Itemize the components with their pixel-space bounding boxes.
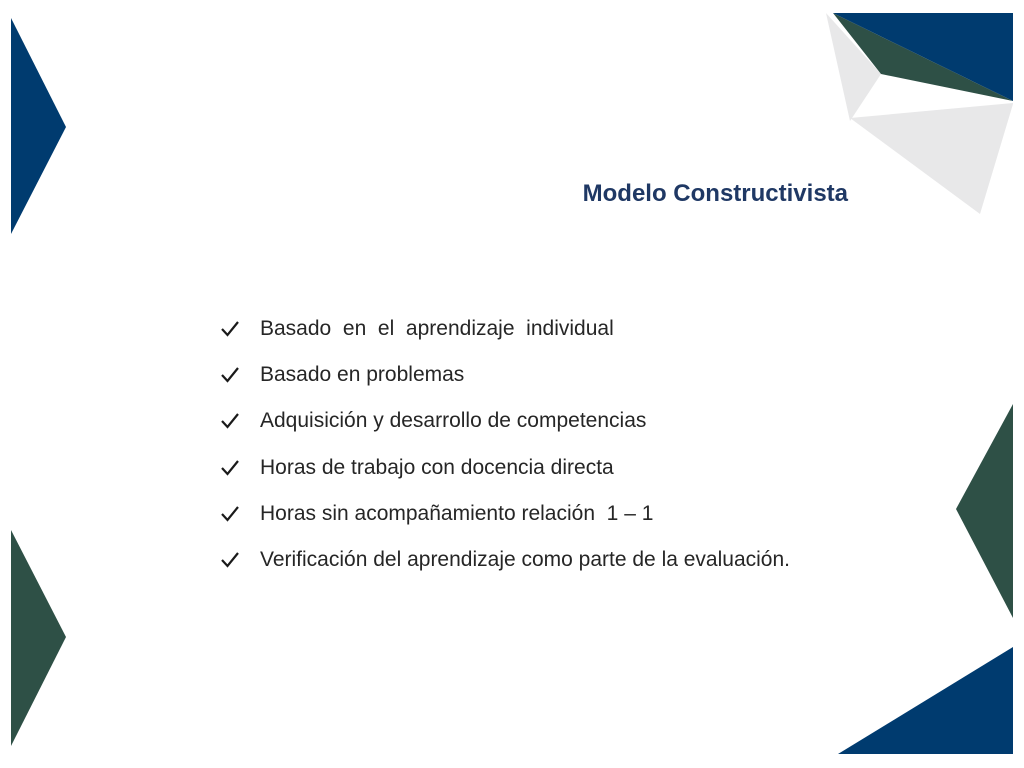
list-item bbox=[220, 398, 900, 444]
check-icon bbox=[220, 410, 260, 432]
list-item-text: Verificación del aprendizaje como parte de la evaluación. bbox=[260, 548, 790, 572]
check-icon bbox=[220, 318, 260, 340]
list-item-text: Horas sin acompañamiento relación 1 – 1 bbox=[260, 501, 654, 525]
top-right-gray-bottom-shape bbox=[850, 103, 1013, 214]
check-icon bbox=[220, 457, 260, 479]
list-item bbox=[220, 491, 900, 537]
list-item-text: Basado en problemas bbox=[260, 363, 465, 387]
check-icon bbox=[220, 503, 260, 525]
list-item bbox=[220, 445, 900, 491]
check-icon bbox=[220, 549, 260, 571]
list-item bbox=[220, 306, 900, 352]
slide-title: Modelo Constructivista bbox=[582, 180, 848, 207]
left-top-navy-triangle bbox=[11, 18, 66, 234]
list-item-text: Adquisición y desarrollo de competencias bbox=[260, 409, 647, 433]
bottom-right-navy-triangle bbox=[838, 647, 1013, 754]
check-icon bbox=[220, 364, 260, 386]
list-item-text: Basado en el aprendizaje individual bbox=[260, 317, 614, 341]
list-item-text: Horas de trabajo con docencia directa bbox=[260, 455, 614, 479]
left-bottom-green-triangle bbox=[11, 530, 66, 746]
bullet-list bbox=[220, 306, 900, 583]
list-item bbox=[220, 352, 900, 398]
right-middle-green-triangle bbox=[956, 404, 1013, 618]
list-item bbox=[220, 537, 900, 583]
